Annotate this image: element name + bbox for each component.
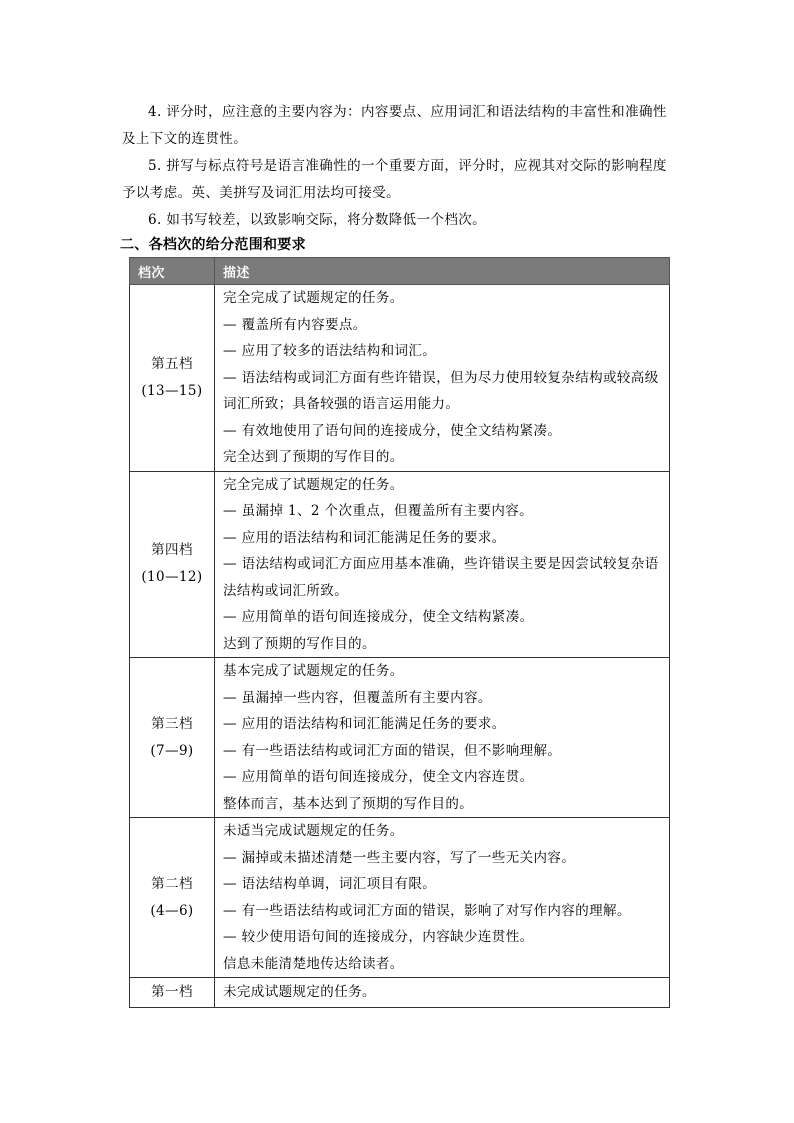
note-5: 5. 拼写与标点符号是语言准确性的一个重要方面，评分时，应视其对交际的影响程度予以考虑。英、美拼写及词汇用法均可接受。 xyxy=(122,158,667,201)
description-cell xyxy=(215,285,670,472)
level-range: (13—15) xyxy=(141,382,203,399)
description-line: — 较少使用语句间的连接成分，内容缺少连贯性。 xyxy=(223,929,534,945)
level-name: 第二档 xyxy=(151,875,193,892)
level-cell xyxy=(130,658,215,818)
description-line: — 有一些语法结构或词汇方面的错误，影响了对写作内容的理解。 xyxy=(223,902,631,919)
description-line: 完全完成了试题规定的任务。 xyxy=(223,476,404,493)
level-cell xyxy=(130,818,215,978)
header-level: 档次 xyxy=(130,258,215,285)
description-line: 完全完成了试题规定的任务。 xyxy=(223,290,404,306)
description-line: 完全达到了预期的写作目的。 xyxy=(223,449,404,465)
table-row xyxy=(130,471,670,658)
note-4: 4. 评分时，应注意的主要内容为：内容要点、应用词汇和语法结构的丰富性和准确性及上下文的连贯性。 xyxy=(122,104,667,147)
level-name: 第四档 xyxy=(151,542,193,559)
level-cell xyxy=(130,285,215,472)
level-range: (10—12) xyxy=(141,569,203,586)
table-row xyxy=(130,658,670,818)
description-line: — 虽漏掉一些内容，但覆盖所有主要内容。 xyxy=(223,689,492,706)
description-line: 整体而言，基本达到了预期的写作目的。 xyxy=(223,795,474,812)
description-line: — 漏掉或未描述清楚一些主要内容，写了一些无关内容。 xyxy=(223,849,576,866)
description-line: — 有效地使用了语句间的连接成分，使全文结构紧凑。 xyxy=(223,422,562,439)
level-range: (4—6) xyxy=(150,902,194,919)
level-name: 第一档 xyxy=(151,984,193,1000)
description-cell xyxy=(215,658,670,818)
level-cell xyxy=(130,978,215,1008)
header-description: 描述 xyxy=(215,258,670,285)
grading-table xyxy=(129,257,670,1008)
table-row xyxy=(130,818,670,978)
level-range: (7—9) xyxy=(150,742,194,759)
description-line: — 应用简单的语句间连接成分，使全文结构紧凑。 xyxy=(223,609,534,625)
description-line: — 应用了较多的语法结构和词汇。 xyxy=(223,343,437,359)
description-line: — 有一些语法结构或词汇方面的错误，但不影响理解。 xyxy=(223,742,562,759)
table-row xyxy=(130,978,670,1008)
description-line: — 应用简单的语句间连接成分，使全文内容连贯。 xyxy=(223,769,534,785)
description-line: — 语法结构或词汇方面应用基本准确，些许错误主要是因尝试较复杂语法结构或词汇所致。 xyxy=(223,556,659,599)
description-line: — 应用的语法结构和词汇能满足任务的要求。 xyxy=(223,529,506,546)
level-name: 第五档 xyxy=(151,355,193,372)
description-line: 达到了预期的写作目的。 xyxy=(223,635,376,652)
description-line: — 应用的语法结构和词汇能满足任务的要求。 xyxy=(223,716,506,732)
description-line: 未完成试题规定的任务。 xyxy=(223,984,376,1001)
description-cell xyxy=(215,978,670,1008)
table-row xyxy=(130,285,670,472)
level-name: 第三档 xyxy=(151,715,193,732)
description-line: 基本完成了试题规定的任务。 xyxy=(223,663,404,679)
description-line: — 语法结构或词汇方面有些许错误，但为尽力使用较复杂结构或较高级词汇所致；具备较强的语言运用能力。 xyxy=(223,369,659,412)
level-cell xyxy=(130,471,215,658)
table-header-row xyxy=(130,258,670,285)
description-line: 未适当完成试题规定的任务。 xyxy=(223,823,404,839)
description-line: 信息未能清楚地传达给读者。 xyxy=(223,955,404,972)
section-heading: 二、各档次的给分范围和要求 xyxy=(120,237,306,253)
description-line: — 语法结构单调，词汇项目有限。 xyxy=(223,876,437,892)
description-cell xyxy=(215,471,670,658)
description-line: — 覆盖所有内容要点。 xyxy=(223,316,367,333)
note-6: 6. 如书写较差，以致影响交际，将分数降低一个档次。 xyxy=(148,212,487,228)
description-cell xyxy=(215,818,670,978)
description-line: — 虽漏掉 1、2 个次重点，但覆盖所有主要内容。 xyxy=(223,503,534,519)
